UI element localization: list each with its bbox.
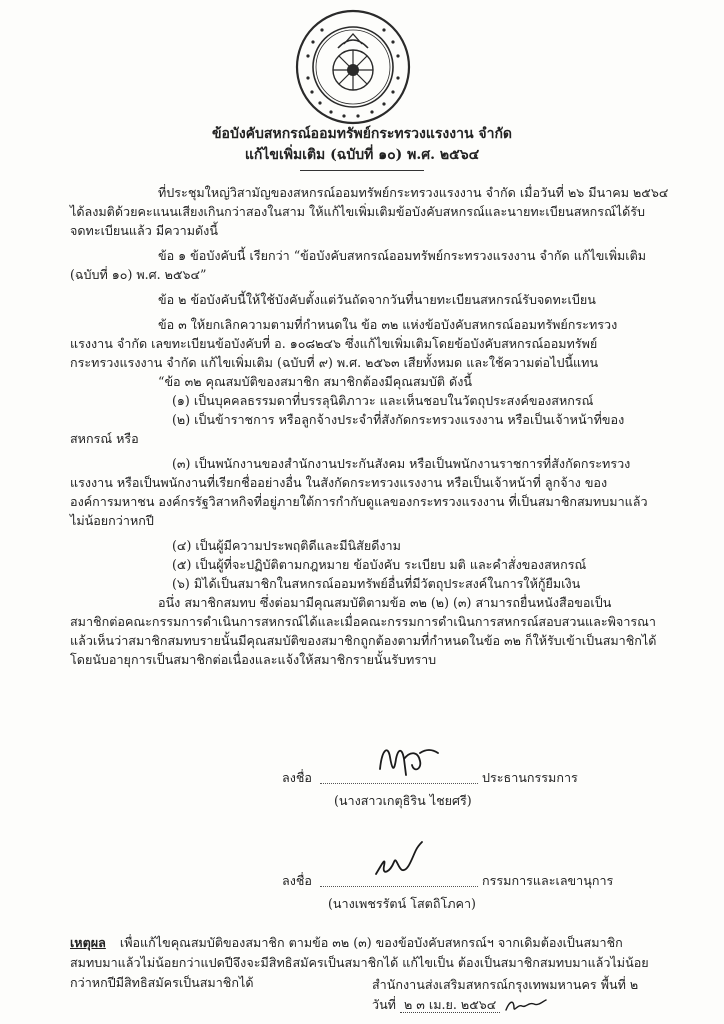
body-paragraph-line: (๔) เป็นผู้มีความประพฤติดีและมีนิสัยดีงาม <box>172 538 401 553</box>
body-paragraph-line: (ฉบับที่ ๑๐) พ.ศ. ๒๕๖๔” <box>70 267 207 282</box>
body-paragraph-line: กระทรวงแรงงาน จำกัด แก้ไขเพิ่มเติม (ฉบับที่ ๙) พ.ศ. ๒๕๖๓ เสียทั้งหมด และใช้ความต่อไปนี้แทน <box>70 355 599 370</box>
signature-line <box>320 783 478 784</box>
body-paragraph-line: (๒) เป็นข้าราชการ หรือลูกจ้างประจำที่สังกัดกระทรวงแรงงาน หรือเป็นเจ้าหน้าที่ของ <box>172 412 625 427</box>
body-paragraph-line: (๕) เป็นผู้ที่จะปฏิบัติตามกฎหมาย ข้อบังคับ ระเบียบ มติ และคำสั่งของสหกรณ์ <box>172 557 587 572</box>
signature-block-secretary <box>0 838 724 918</box>
body-paragraph-line: ไม่น้อยกว่าหกปี <box>70 513 154 528</box>
reason-text-line: สมทบมาแล้วไม่น้อยกว่าแปดปีจึงจะมีสิทธิสมัครเป็นสมาชิกได้ แก้ไขเป็น ต้องเป็นสมาชิกสมทบมาแล้วไม่น้อย <box>70 955 649 970</box>
stamp-office: สำนักงานส่งเสริมสหกรณ์กรุงเทพมหานคร พื้นที่ ๒ <box>372 977 639 992</box>
seal-emblem-icon <box>294 8 412 126</box>
signature-line <box>320 886 478 887</box>
signature-position: กรรมการและเลขานุการ <box>482 873 614 888</box>
handwritten-signature-icon <box>368 838 448 886</box>
body-paragraph-line: โดยนับอายุการเป็นสมาชิกต่อเนื่องและแจ้งให้สมาชิกรายนั้นรับทราบ <box>70 652 437 667</box>
signature-name: (นางสาวเกตุธิริน ไชยศรี) <box>334 793 472 808</box>
body-paragraph-line: ข้อ ๒ ข้อบังคับนี้ให้ใช้บังคับตั้งแต่วันถัดจากวันที่นายทะเบียนสหกรณ์รับจดทะเบียน <box>158 292 596 307</box>
stamp-date-value: ๒ ๓ เม.ย. ๒๕๖๔ <box>400 997 500 1013</box>
body-paragraph-line: ที่ประชุมใหญ่วิสามัญของสหกรณ์ออมทรัพย์กระทรวงแรงงาน จำกัด เมื่อวันที่ ๒๖ มีนาคม ๒๕๖๔ <box>158 185 669 200</box>
document-subtitle: แก้ไขเพิ่มเติม (ฉบับที่ ๑๐) พ.ศ. ๒๕๖๔ <box>244 147 480 163</box>
body-paragraph-line: (๓) เป็นพนักงานของสำนักงานประกันสังคม หรือเป็นพนักงานราชการที่สังกัดกระทรวง <box>172 456 631 471</box>
stamp-date-label: วันที่ <box>372 997 396 1012</box>
signature-label: ลงชื่อ <box>282 770 312 785</box>
body-paragraph-line: “ข้อ ๓๒ คุณสมบัติของสมาชิก สมาชิกต้องมีคุณสมบัติ ดังนี้ <box>158 374 472 389</box>
reason-heading: เหตุผล <box>70 935 106 950</box>
handwritten-signature-icon <box>374 739 444 783</box>
body-paragraph-line: สมาชิกต่อคณะกรรมการดำเนินการสหกรณ์ได้และเมื่อคณะกรรมการดำเนินการสหกรณ์สอบสวนและพิจารณา <box>70 614 656 629</box>
body-paragraph-line: (๑) เป็นบุคคลธรรมดาที่บรรลุนิติภาวะ และเห็นชอบในวัตถุประสงค์ของสหกรณ์ <box>172 393 594 408</box>
registration-stamp <box>372 975 638 1015</box>
body-paragraph-line: อนึ่ง สมาชิกสมทบ ซึ่งต่อมามีคุณสมบัติตามข้อ ๓๒ (๒) (๓) สามารถยื่นหนังสือขอเป็น <box>158 595 612 610</box>
body-paragraph-line: สหกรณ์ หรือ <box>70 431 139 446</box>
body-paragraph-line: ข้อ ๑ ข้อบังคับนี้ เรียกว่า “ข้อบังคับสหกรณ์ออมทรัพย์กระทรวงแรงงาน จำกัด แก้ไขเพิ่มเติม <box>158 248 647 263</box>
signature-position: ประธานกรรมการ <box>482 770 578 785</box>
regulation-body <box>70 183 668 669</box>
body-paragraph-line: แรงงาน หรือเป็นพนักงานที่เรียกชื่ออย่างอื่น ในสังกัดกระทรวงแรงงาน หรือเป็นเจ้าหน้าที่ ลูกจ้าง ของ <box>70 475 608 490</box>
title-divider <box>300 170 424 171</box>
reason-text-line: กว่าหกปีมีสิทธิสมัครเป็นสมาชิกได้ <box>70 975 254 990</box>
reason-text-line: เพื่อแก้ไขคุณสมบัติของสมาชิก ตามข้อ ๓๒ (๓) ของข้อบังคับสหกรณ์ฯ จากเดิมต้องเป็นสมาชิก <box>119 935 623 950</box>
body-paragraph-line: แรงงาน จำกัด เลขทะเบียนข้อบังคับที่ อ. ๑๐๘๒๔๖ ซึ่งแก้ไขเพิ่มเติมโดยข้อบังคับสหกรณ์ออมทรัพย์ <box>70 336 598 351</box>
cooperative-seal-logo <box>294 8 412 126</box>
body-paragraph-line: แล้วเห็นว่าสมาชิกสมทบรายนั้นมีคุณสมบัติของสมาชิกถูกต้องตามที่กำหนดในข้อ ๓๒ ก็ให้รับเข้าเป็นสมาชิกได้ <box>70 633 657 648</box>
document-title: ข้อบังคับสหกรณ์ออมทรัพย์กระทรวงแรงงาน จำกัด <box>211 126 513 142</box>
body-paragraph-line: จดทะเบียนแล้ว มีความดังนี้ <box>70 223 218 238</box>
signature-name: (นางเพชรรัตน์ โสตถิโภคา) <box>328 896 476 911</box>
body-paragraph-line: องค์การมหาชน องค์กรรัฐวิสาหกิจที่อยู่ภายใต้การกำกับดูแลของกระทรวงแรงงาน ที่เป็นสมาชิกสมทบมาแล้ว <box>70 494 648 509</box>
body-paragraph-line: (๖) มิได้เป็นสมาชิกในสหกรณ์ออมทรัพย์อื่นที่มีวัตถุประสงค์ในการให้กู้ยืมเงิน <box>172 576 581 591</box>
body-paragraph-line: ได้ลงมติด้วยคะแนนเสียงเกินกว่าสองในสาม ให้แก้ไขเพิ่มเติมข้อบังคับสหกรณ์และนายทะเบียนสหกรณ์ได้รับ <box>70 204 646 219</box>
signature-label: ลงชื่อ <box>282 873 312 888</box>
stamp-initials-signature-icon <box>504 998 548 1014</box>
body-paragraph-line: ข้อ ๓ ให้ยกเลิกความตามที่กำหนดใน ข้อ ๓๒ แห่งข้อบังคับสหกรณ์ออมทรัพย์กระทรวง <box>158 317 618 332</box>
signature-block-chairman <box>0 735 724 815</box>
